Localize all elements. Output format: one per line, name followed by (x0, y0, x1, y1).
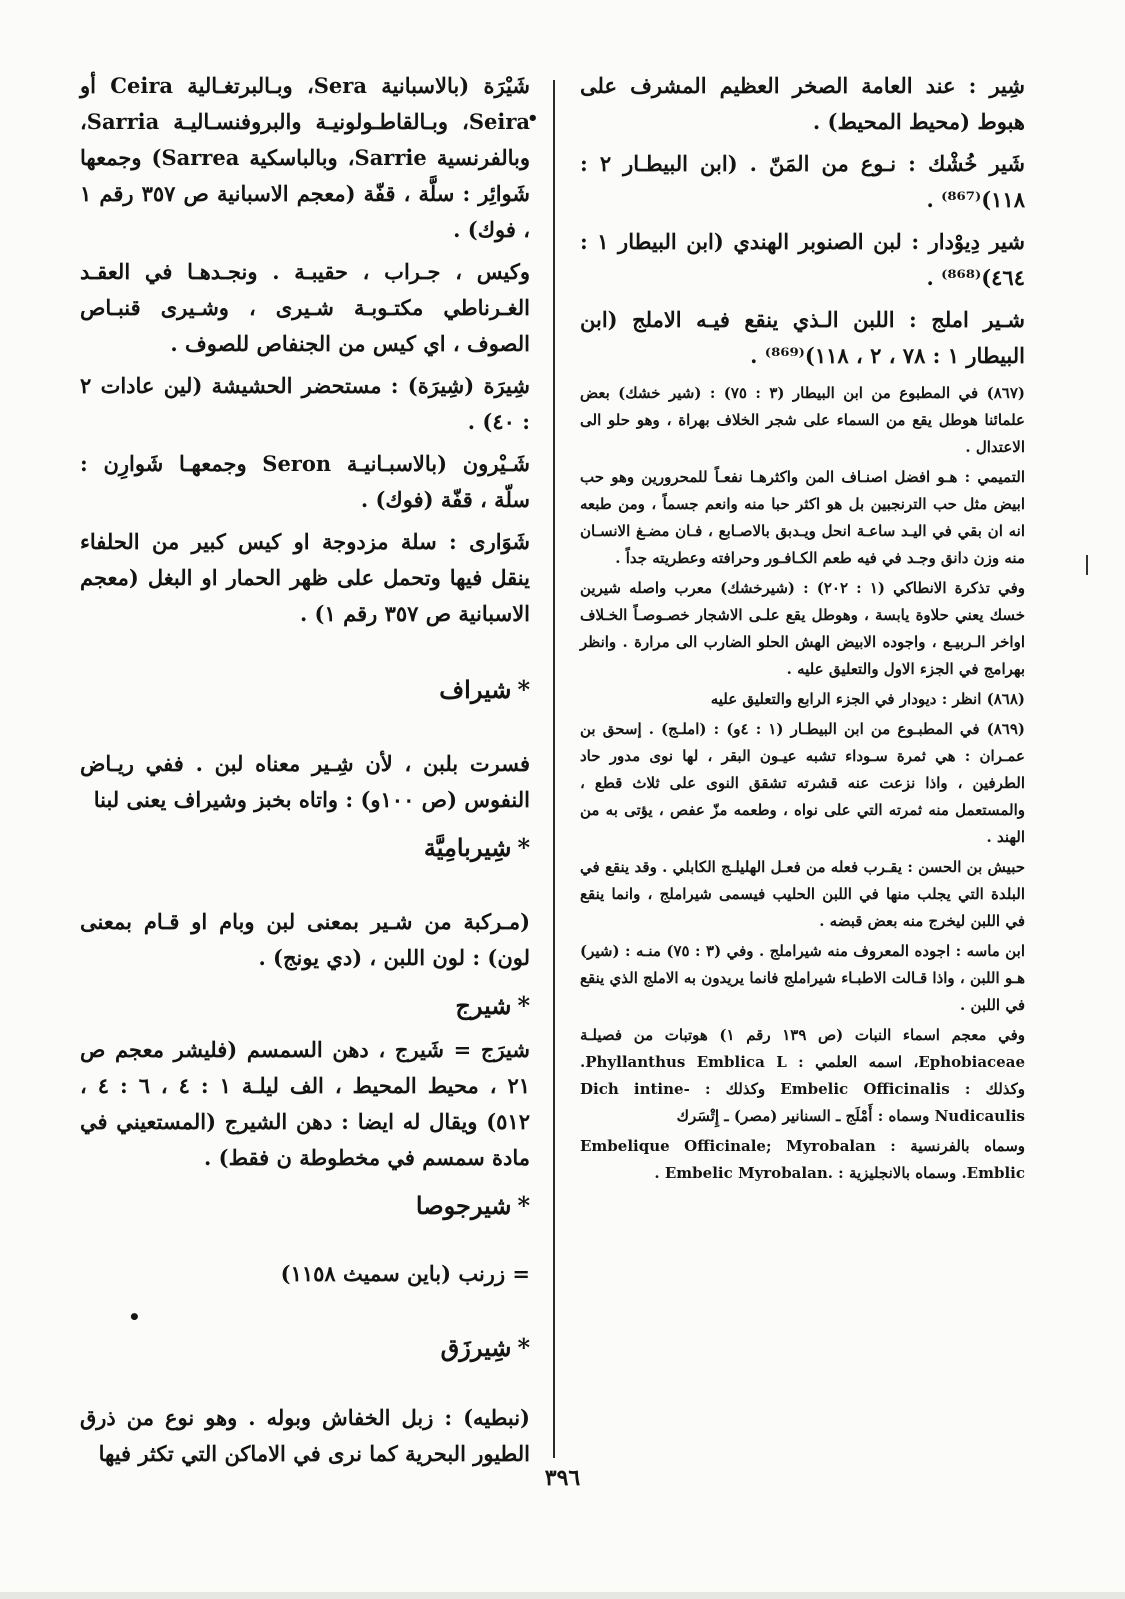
section-head-shirzaq: *شِيرزَق (440, 1333, 530, 1362)
column-divider (553, 80, 555, 1458)
star-mark: * (517, 1333, 530, 1362)
footnote-867: (٨٦٧) في المطبوع من ابن البيطار (٣ : ٧٥) : (شير خشك) بعض علمائنا هوطل يقع من السماء على شجر الخلاف بهراة ، وهو حلو الى الاعتدال . (580, 384, 1026, 456)
page-number: ٣٩٦ (544, 1465, 581, 1491)
footnote-869-hubaysh: حبيش بن الحسن : يقـرب فعله من فعـل الهليلـج الكابلي . وقد ينقع في البلدة التي يجلب منها في اللبن الحليب فيسمى شيراملج ، وانما ينقع في اللبن ليخرج منه بعض قبضه . (580, 858, 1025, 930)
star-mark: * (517, 1191, 530, 1220)
entry-shir-khushk: شَير خُشْك : نـوع من المَنّ . (ابن البيطـار ٢ : ١١٨)⁽⁸⁶⁷⁾ . (580, 151, 1025, 212)
footnote-867-antaki: وفي تذكرة الانطاكي (١ : ٢٠٢) : (شيرخشك) معرب واصله شيرين خسك يعني حلاوة يابسة ، وهوطل يقع علـى الاشجار خصـوصـاً الخـلاف اواخر الـربيـع ، واجوده الابيض الهش الحلو الضارب الى مرارة . وانظر بهرامج في الجزء الاول والتعليق عليه . (580, 579, 1025, 678)
footnote-869-plants: وفي معجم اسماء النبات (ص ١٣٩ رقم ١) هوتبات من فصيلـة Ephobiaceae، اسمه العلمي : Phyllanthus Emblica L. وكذلك : Embelic Officinalis وكذلك : -Dich intine Nudicaulis وسماه : أَمْلَج ـ السنانير (مصر) ـ إِتْسَرك (580, 1026, 1026, 1125)
footnote-868: (٨٦٨) انظر : ديودار في الجزء الرابع والتعليق عليه (710, 690, 1025, 708)
entry-shira: شِيرَة (شِيرَة) : مستحضر الحشيشة (لين عادات ٢ : ٤٠) . (80, 373, 530, 434)
section-head-shirjusa: *شيرجوصا (415, 1191, 530, 1220)
margin-dot: • (527, 108, 539, 129)
footnote-869-masah: ابن ماسه : اجوده المعروف منه شيراملج . وفي (٣ : ٧٥) منـه : (شير) هـو اللبن ، واذا قـالت الاطبـاء شيراملج فانما يريدون به الاملج الذي ينقع في اللبن . (580, 942, 1025, 1014)
entry-shayrun: شَـيْرون (بالاسبـانيـة Seron وجمعهـا شَوارِن : سلّة ، قفّة (فوك) . (80, 451, 530, 512)
margin-dot: • (128, 1305, 141, 1329)
entry-kis: وكيس ، جـراب ، حقيبـة . ونجـدهـا في العقـد الغـرناطي مكتـوبـة شـيرى ، وشـيرى قنبـاص الصوف ، اي كيس من الجنفاص للصوف . (80, 259, 530, 356)
section-body-shirzaq: (نبطيه) : زبل الخفاش وبوله . وهو نوع من ذرق الطيور البحرية كما نرى في الاماكن التي تكثر فيها (80, 1405, 530, 1466)
right-column (580, 68, 1025, 1190)
footnote-869: (٨٦٩) في المطبـوع من ابن البيطـار (١ : ٤و) : (املـج) . إسحق بن عمـران : هي ثمرة سـوداء تشبه عيـون البقر ، لها نوى مدور حاد الطرفين ، واذا نزعت عنه قشرته تشقق النوى على ثلاث قطع ، والمستعمل منه ثمرته التي على نواه ، وطعمه مزّ عفص ، يؤتى به من الهند . (580, 720, 1025, 846)
entry-shir-diyodar: شير دِيوْدار : لبن الصنوبر الهندي (ابن البيطار ١ : ٤٦٤)⁽⁸⁶⁸⁾ . (580, 229, 1025, 290)
footnote-867-tamimi: التميمي : هـو افضل اصنـاف المن واكثرهـا نفعـاً للمحرورين وهو حب ابيض مثل حب الترنجبين بل هو اكثر حبا منه وانعم جسماً ، ومن طبعه انه ان بقي في اليـد ساعـة انحل ويـدبق بالاصـابع ، فـان مضـغ الانسـان منه وزن دانق وجـد في فيه طعم الكـافـور وحرافته وعطريته جداً . (580, 468, 1025, 567)
margin-tick (1086, 555, 1088, 575)
footnote-869-names: وسماه بالفرنسية : Embelique Officinale; Myrobalan Emblic. وسماه بالانجليزية : .Embelic Myrobalan . (580, 1137, 1026, 1182)
star-mark: * (517, 833, 530, 862)
entry-shir-amlaj: شـير املج : اللبن الـذي ينقع فيـه الاملج (ابن البيطار ١ : ٧٨ ، ٢ ، ١١٨)⁽⁸⁶⁹⁾ . (580, 307, 1025, 368)
scan-edge (0, 1592, 1125, 1599)
section-body-shirjusa: = زرنب (باين سميث ١١٥٨) (280, 1261, 530, 1286)
star-mark: * (517, 675, 530, 704)
entry-shawari: شَوَارى : سلة مزدوجة او كيس كبير من الحلفاء ينقل فيها وتحمل على ظهر الحمار او البغل (معجم الاسبانية ص ٣٥٧ رقم ١) . (80, 529, 530, 626)
footnotes (580, 380, 1025, 1187)
section-head-shirbamiya: *شِيربامِيَّة (423, 833, 530, 862)
section-body-shiraj: شيرَج = شَيرج ، دهن السمسم (فليشر معجم ص ٢١ ، محيط المحيط ، الف ليلـة ١ : ٤ ، ٦ : ٤ ، ٥١٢) ويقال له ايضا : دهن الشيرج (المستعيني في مادة سمسم في مخطوطة ن فقط) . (80, 1037, 531, 1170)
entry-shayra: شَيْرَة (بالاسبانية Sera، وبـالبرتغـالية Ceira أو Seira، وبـالقاطـولونيـة والبروفنسـاليـة Sarria، وبالفرنسية Sarrie، وبالباسكية Sarrea) وجمعها شَوائِر : سلَّة ، قفّة (معجم الاسبانية ص ٣٥٧ رقم ١ ، فوك) . (80, 73, 531, 242)
star-mark: * (517, 991, 530, 1020)
section-body-shiraf: فسرت بلبن ، لأن شِـير معناه لبن . ففي ريـاض النفوس (ص ١٠٠و) : واتاه بخبز وشيراف يعنى لبنا (80, 751, 530, 812)
section-head-shiraf: *شيراف (439, 675, 530, 704)
section-body-shirbamiya: (مـركبة من شـير بمعنى لبن وبام او قـام بمعنى لون) : لون اللبن ، (دي يونج) . (80, 909, 530, 970)
entry-shir: شِير : عند العامة الصخر العظيم المشرف على هبوط (محيط المحيط) . (580, 73, 1025, 134)
section-head-shiraj: *شيرج (455, 991, 530, 1020)
left-column (80, 68, 530, 1478)
